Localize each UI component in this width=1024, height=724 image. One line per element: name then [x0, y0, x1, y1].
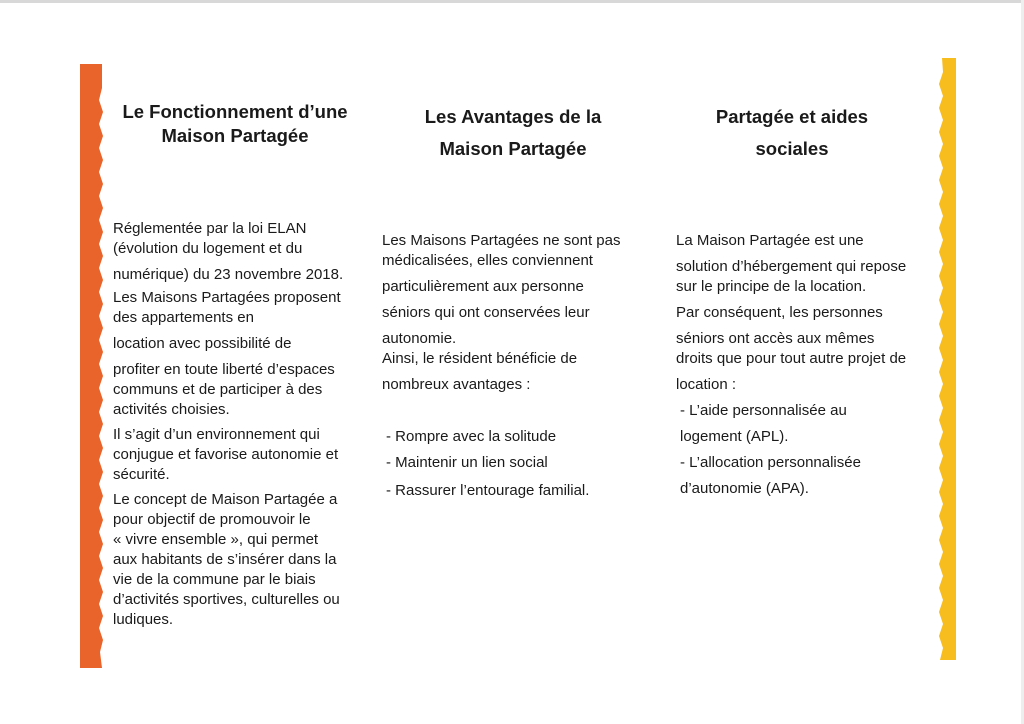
scan-edge-top [0, 0, 1024, 3]
col1-heading-line1: Le Fonctionnement d’une [122, 101, 348, 122]
col1-body [113, 219, 375, 630]
text-line: « vivre ensemble », qui permet [113, 531, 319, 548]
text-line: profiter en toute liberté d’espaces [113, 361, 335, 378]
text-line: aux habitants de s’insérer dans la [113, 551, 337, 568]
text-line: des appartements en [113, 309, 254, 326]
text-line: sur le principe de la location. [676, 278, 867, 295]
text-line: vie de la commune par le biais [113, 571, 316, 588]
text-line: Le concept de Maison Partagée a [113, 491, 338, 508]
col2-body [382, 231, 652, 501]
col1-heading-line2: Maison Partagée [161, 125, 309, 146]
text-line: médicalisées, elles conviennent [382, 252, 593, 269]
right-yellow-stripe [938, 58, 958, 660]
col2-heading-line1: Les Avantages de la [424, 106, 602, 127]
text-line: solution d’hébergement qui repose [676, 258, 907, 275]
text-line: nombreux avantages : [382, 376, 531, 393]
text-line: La Maison Partagée est une [676, 232, 864, 249]
text-line: d’autonomie (APA). [680, 480, 809, 497]
text-line: - L’allocation personnalisée [680, 454, 861, 471]
text-line: Il s’agit d’un environnement qui [113, 426, 320, 443]
left-orange-stripe [80, 64, 104, 668]
col3-heading-line1: Partagée et aides [715, 106, 869, 127]
text-line: d’activités sportives, culturelles ou [113, 591, 340, 608]
text-line: (évolution du logement et du [113, 240, 303, 257]
text-line: - Rompre avec la solitude [386, 428, 557, 445]
text-line: pour objectif de promouvoir le [113, 511, 311, 528]
text-line: - L’aide personnalisée au [680, 402, 847, 419]
text-line: conjugue et favorise autonomie et [113, 446, 339, 463]
text-line: droits que pour tout autre projet de [676, 350, 907, 367]
text-line: activités choisies. [113, 401, 230, 418]
col3-heading [654, 101, 930, 165]
text-line: séniors qui ont conservées leur [382, 304, 590, 321]
left-orange-stripe-shape [80, 64, 103, 668]
col1-heading [104, 100, 366, 148]
right-yellow-stripe-shape [939, 58, 956, 660]
text-line: location : [676, 376, 737, 393]
text-line: - Rassurer l’entourage familial. [386, 482, 590, 499]
text-line: Réglementée par la loi ELAN [113, 220, 307, 237]
col3-body [676, 231, 936, 499]
text-line: Les Maisons Partagées proposent [113, 289, 341, 306]
text-line: ludiques. [113, 611, 174, 628]
text-line: sécurité. [113, 466, 170, 483]
text-line: Ainsi, le résident bénéficie de [382, 350, 578, 367]
text-line: - Maintenir un lien social [386, 454, 548, 471]
text-line: séniors ont accès aux mêmes [676, 330, 875, 347]
text-line: communs et de participer à des [113, 381, 323, 398]
text-line: particulièrement aux personne [382, 278, 584, 295]
text-line: Par conséquent, les personnes [676, 304, 883, 321]
col2-heading-line2: Maison Partagée [439, 138, 587, 159]
text-line: logement (APL). [680, 428, 789, 445]
text-line: location avec possibilité de [113, 335, 292, 352]
text-line: numérique) du 23 novembre 2018. [113, 266, 344, 283]
col2-heading [378, 101, 648, 165]
col3-heading-line2: sociales [755, 138, 829, 159]
text-line: Les Maisons Partagées ne sont pas [382, 232, 621, 249]
text-line: autonomie. [382, 330, 457, 347]
